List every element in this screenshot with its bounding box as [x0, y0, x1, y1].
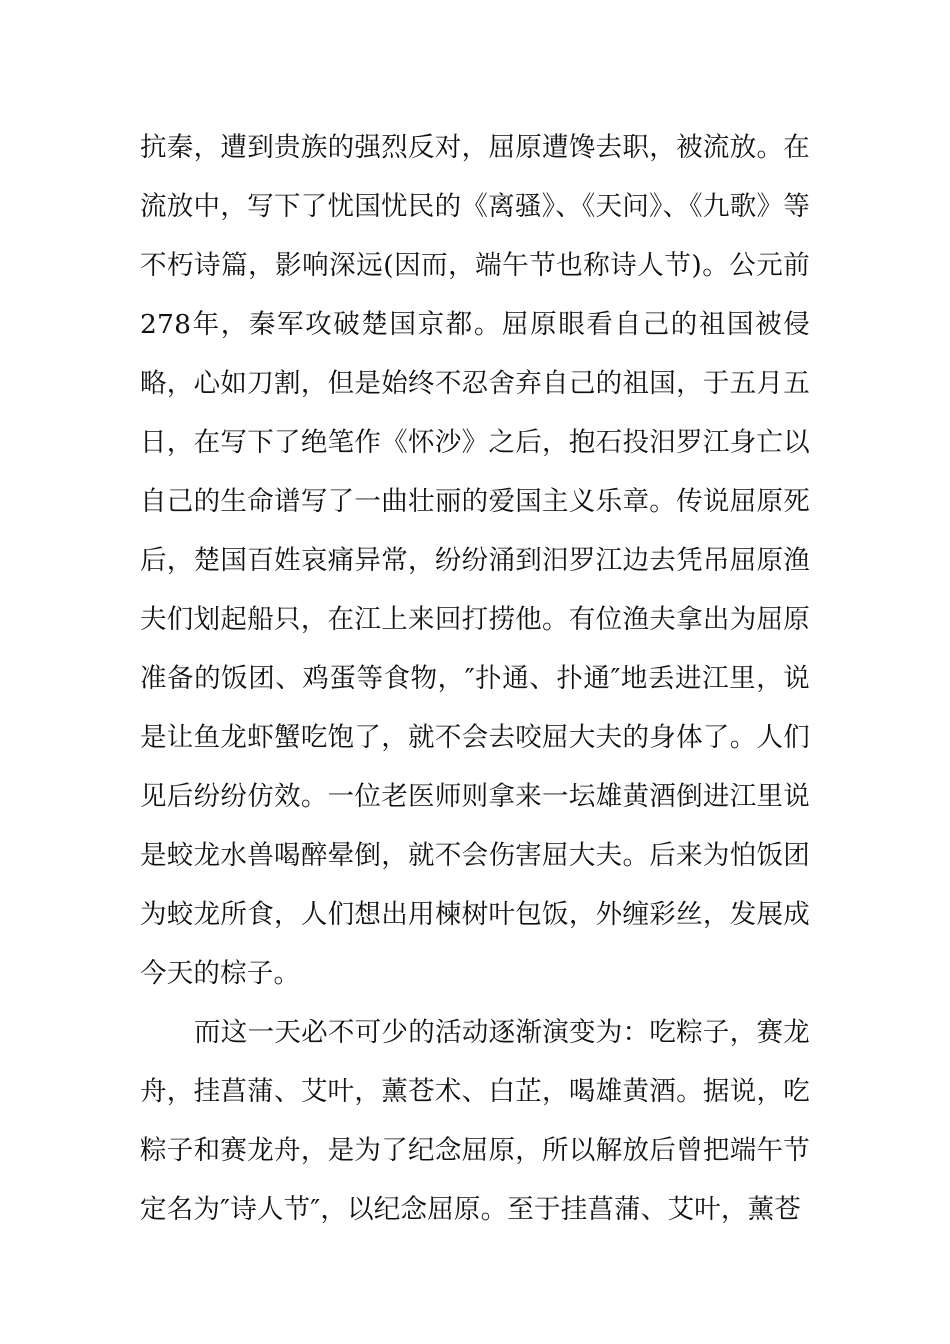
paragraph: 抗秦，遭到贵族的强烈反对，屈原遭馋去职，被流放。在流放中，写下了忧国忧民的《离骚》、《天问》、《九歌》等不朽诗篇，影响深远(因而，端午节也称诗人节)。公元前278年，秦军攻破楚国京都。屈原眼看自己的祖国被侵略，心如刀割，但是始终不忍舍弃自己的祖国，于五月五日，在写下了绝笔作《怀沙》之后，抱石投汨罗江身亡以自己的生命谱写了一曲壮丽的爱国主义乐章。传说屈原死后，楚国百姓哀痛异常，纷纷涌到汨罗江边去凭吊屈原渔夫们划起船只，在江上来回打捞他。有位渔夫拿出为屈原准备的饭团、鸡蛋等食物，″扑通、扑通″地丢进江里，说是让鱼龙虾蟹吃饱了，就不会去咬屈大夫的身体了。人们见后纷纷仿效。一位老医师则拿来一坛雄黄酒倒进江里说是蛟龙水兽喝醉晕倒，就不会伤害屈大夫。后来为怕饭团为蛟龙所食，人们想出用楝树叶包饭，外缠彩丝，发展成今天的棕子。: [140, 132, 810, 989]
paragraph: 而这一天必不可少的活动逐渐演变为：吃粽子，赛龙舟，挂菖蒲、艾叶，薰苍术、白芷，喝雄黄酒。据说，吃粽子和赛龙舟，是为了纪念屈原，所以解放后曾把端午节定名为″诗人节″，以纪念屈原。至于挂菖蒲、艾叶，薰苍: [140, 1017, 810, 1225]
document-body: [140, 118, 810, 1239]
